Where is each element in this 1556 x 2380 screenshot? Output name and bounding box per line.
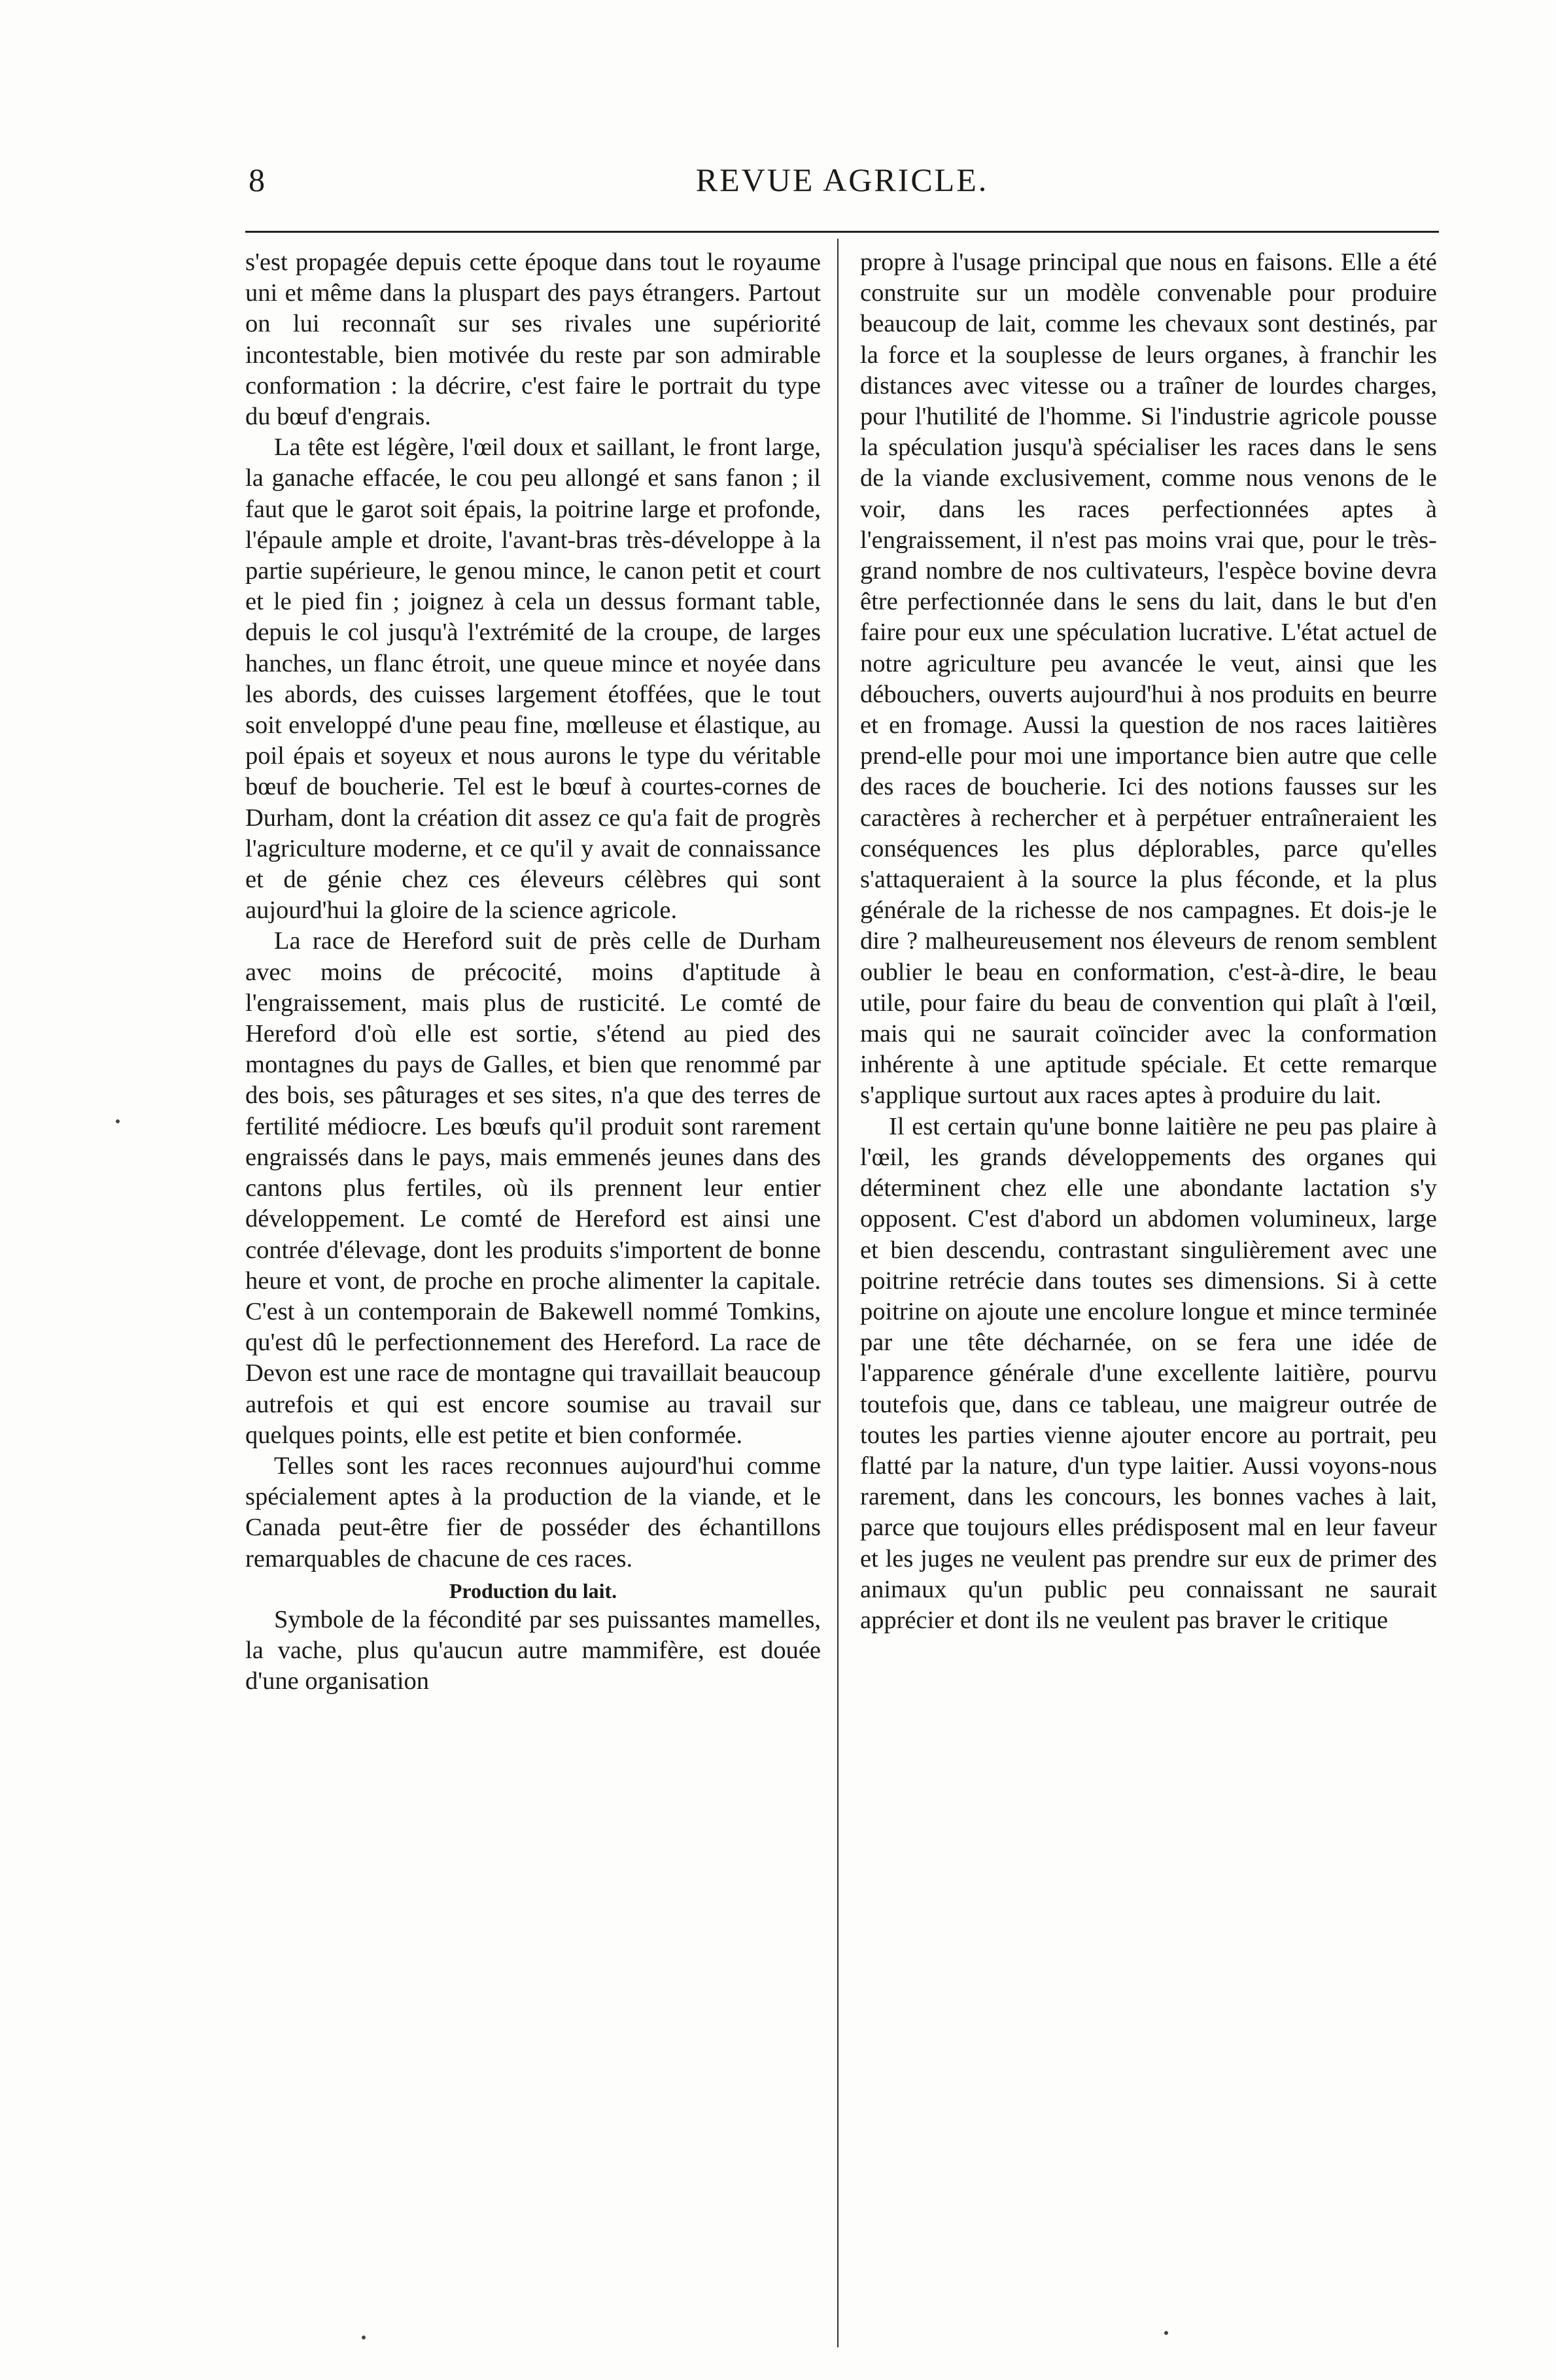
ink-speck (116, 1119, 120, 1123)
page-number: 8 (249, 162, 265, 198)
ink-speck (1164, 2331, 1168, 2335)
paragraph: Il est certain qu'une bonne laitière ne peu pas plaire à l'œil, les grands développements des organes qui déterminent chez elle une abondante lactation s'y opposent. C'est d'abord un abdomen volumineux, large et bien descendu, contrastant singulièrement avec une poitrine retrécie dans toutes ses dimensions. Si à cette poitrine on ajoute une encolure longue et mince terminée par une tête décharnée, on se fera une idée de l'apparence générale d'une excellente laitière, pourvu toutefois que, dans ce tableau, une maigreur outrée de toutes les parties vienne ajouter encore au portrait, peu flatté par la nature, d'un type laitier. Aussi voyons-nous rarement, dans les concours, les bonnes vaches à lait, parce que toujours elles prédisposent mal en leur faveur et les juges ne veulent pas prendre sur eux de primer des animaux qu'un public peu connaissant ne saurait apprécier et dont ils ne veulent pas braver le critique (860, 1112, 1437, 1634)
section-heading: Production du lait. (449, 1578, 617, 1603)
page-header (245, 160, 1439, 206)
ink-speck (362, 2336, 366, 2339)
paragraph: Telles sont les races reconnues aujourd'hui comme spécialement aptes à la production de la viande, et le Canada peut-être fier de posséder des échantillons remarquables de chacune de ces races. (245, 1452, 821, 1572)
header-rule (245, 231, 1439, 233)
paragraph: Symbole de la fécondité par ses puissantes mamelles, la vache, plus qu'aucun autre mammifère, est douée d'une organisation (245, 1605, 821, 1695)
paragraph: La race de Hereford suit de près celle de Durham avec moins de précocité, moins d'aptitude à l'engraissement, mais plus de rusticité. Le comté de Hereford d'où elle est sortie, s'étend au pied des montagnes du pays de Galles, et bien que renommé par des bois, ses pâturages et ses sites, n'a que des terres de fertilité médiocre. Les bœufs qu'il produit sont rarement engraissés dans le pays, mais emmenés jeunes dans des cantons plus fertiles, où ils prennent leur entier développement. Le comté de Hereford est ainsi une contrée d'élevage, dont les produits s'importent de bonne heure et vont, de proche en proche alimenter la capitale. C'est à un contemporain de Bakewell nommé Tomkins, qu'est dû le perfectionnement des Hereford. La race de Devon est une race de montagne qui travaillait beaucoup autrefois et qui est encore soumise au travail sur quelques points, elle est petite et bien conformée. (245, 927, 821, 1449)
right-column (860, 247, 1437, 1636)
paragraph: propre à l'usage principal que nous en faisons. Elle a été construite sur un modèle convenable pour produire beaucoup de lait, comme les chevaux sont destinés, par la force et la souplesse de leurs organes, à franchir les distances avec vitesse ou a traîner de lourdes charges, pour l'hutilité de l'homme. Si l'industrie agricole pousse la spéculation jusqu'à spécialiser les races dans le sens de la viande exclusivement, comme nous venons de le voir, dans les races perfectionnées aptes à l'engraissement, il n'est pas moins vrai que, pour le très-grand nombre de nos cultivateurs, l'espèce bovine devra être perfectionnée dans le sens du lait, dans le but d'en faire pour eux une spéculation lucrative. L'état actuel de notre agriculture peu avancée le veut, ainsi que les débouchers, ouverts aujourd'hui à nos produits en beurre et en fromage. Aussi la question de nos races laitières prend-elle pour moi une importance bien autre que celle des races de boucherie. Ici des notions fausses sur les caractères à rechercher et à perpétuer entraîneraient les conséquences les plus déplorables, parce qu'elles s'attaqueraient à la source la plus féconde, et la plus générale de la richesse de nos campagnes. Et dois-je le dire ? malheureusement nos éleveurs de renom semblent oublier le beau en conformation, c'est-à-dire, le beau utile, pour faire du beau de convention qui plaît à l'œil, mais qui ne saurait coïncider avec la conformation inhérente à une aptitude spéciale. Et cette remarque s'applique surtout aux races aptes à produire du lait. (860, 248, 1437, 1110)
paragraph: s'est propagée depuis cette époque dans tout le royaume uni et même dans la pluspart des pays étrangers. Partout on lui reconnaît sur ses rivales une supériorité incontestable, bien motivée du reste par son admirable conformation : la décrire, c'est faire le portrait du type du bœuf d'engrais. (245, 248, 821, 431)
running-title: REVUE AGRICLE. (695, 162, 989, 198)
paragraph: La tête est légère, l'œil doux et saillant, le front large, la ganache effacée, le cou peu allongé et sans fanon ; il faut que le garot soit épais, la poitrine large et profonde, l'épaule ample et droite, l'avant-bras très-développe à la partie supérieure, le genou mince, le canon petit et court et le pied fin ; joignez à cela un dessus formant table, depuis le col jusqu'à l'extrémité de la croupe, de larges hanches, un flanc étroit, une queue mince et noyée dans les abords, des cuisses largement étoffées, que le tout soit enveloppé d'une peau fine, mœlleuse et élastique, au poil épais et soyeux et nous aurons le type du véritable bœuf de boucherie. Tel est le bœuf à courtes-cornes de Durham, dont la création dit assez ce qu'a fait de progrès l'agriculture moderne, et ce qu'il y avait de connaissance et de génie chez ces éleveurs célèbres qui sont aujourd'hui la gloire de la science agricole. (245, 434, 821, 925)
left-column (245, 247, 821, 1697)
column-divider (837, 239, 839, 2347)
